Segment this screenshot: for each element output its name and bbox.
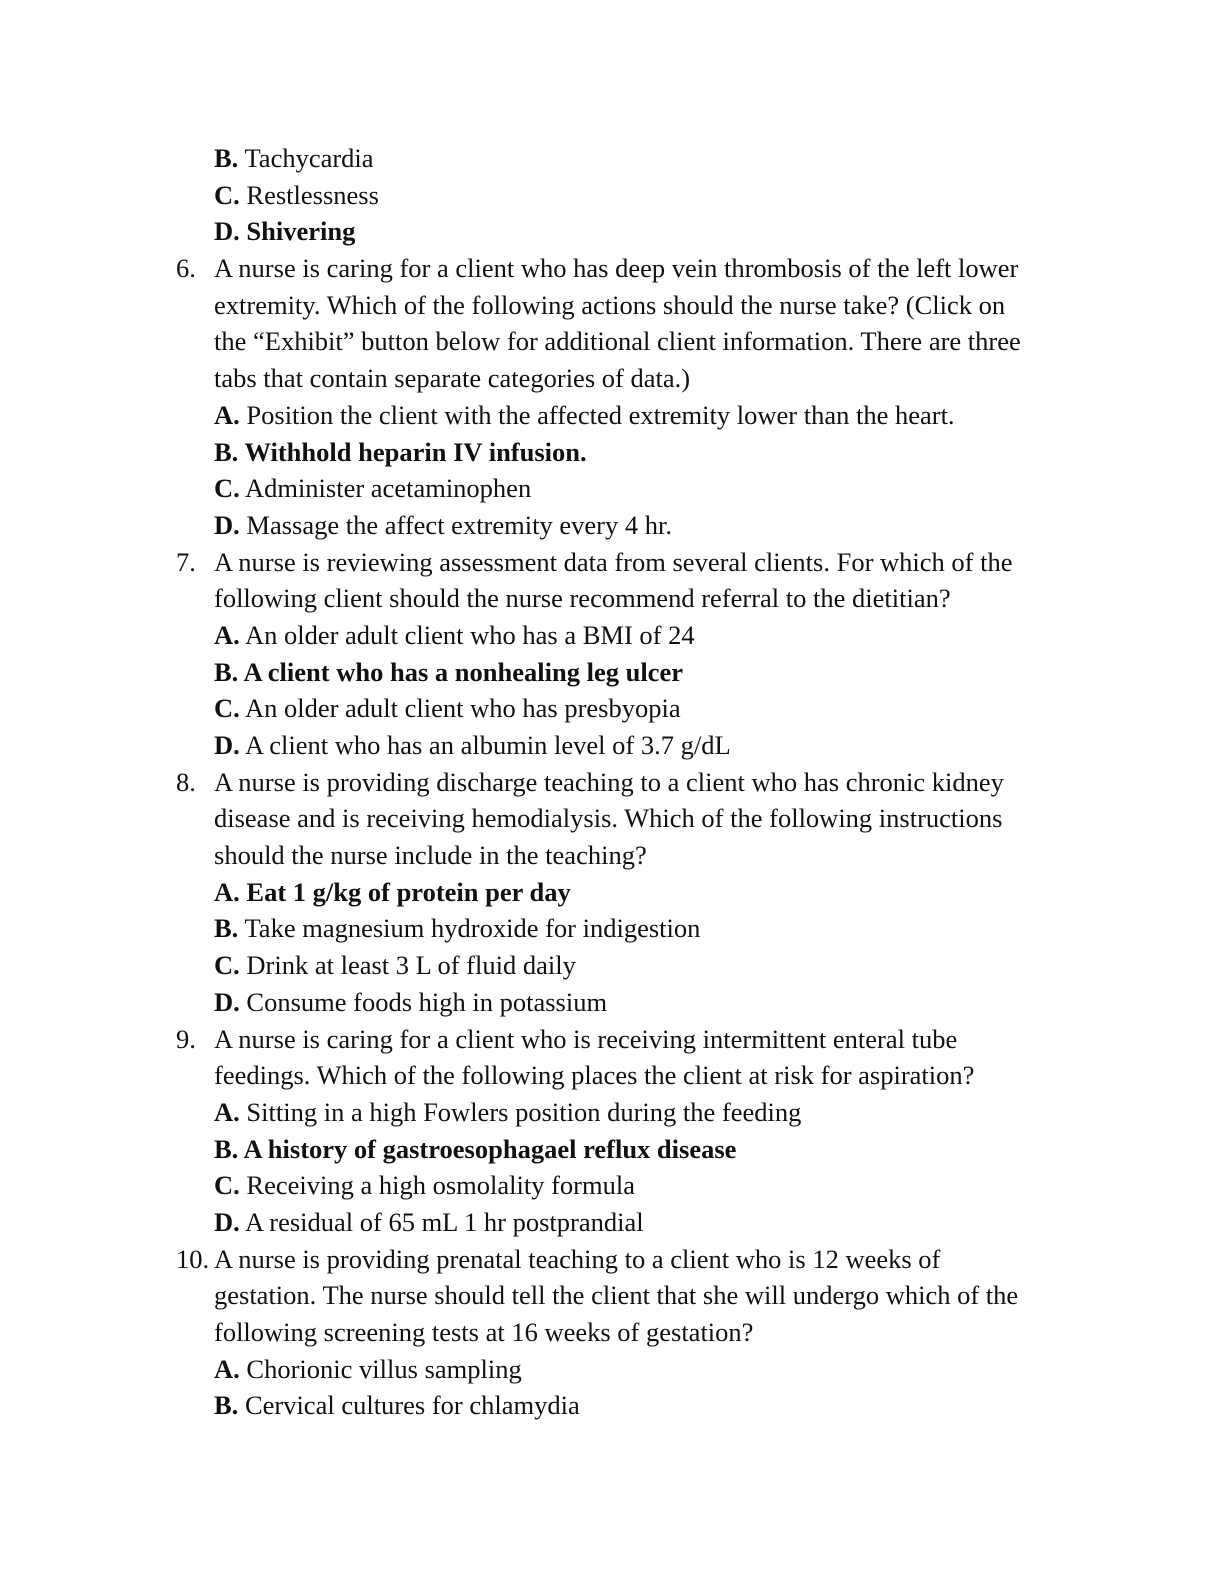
question-text: A nurse is caring for a client who has deep vein thrombosis of the left lower <box>214 253 1019 284</box>
question-text: A nurse is providing discharge teaching to a client who has chronic kidney <box>214 766 1004 797</box>
question-text: should the nurse include in the teaching? <box>214 840 647 871</box>
option-letter: D. <box>214 1206 240 1237</box>
answer-option <box>0 1131 1224 1168</box>
question-list <box>0 140 1224 1424</box>
answer-option <box>0 1387 1224 1424</box>
question-number: 10. <box>176 1243 210 1274</box>
option-letter: D. <box>214 509 240 540</box>
answer-option-content <box>214 1131 736 1168</box>
answer-option-content <box>214 397 955 434</box>
option-letter: D. <box>214 730 240 760</box>
option-text: Consume foods high in potassium <box>246 986 608 1017</box>
option-letter: C. <box>214 950 240 981</box>
answer-option-content <box>214 213 355 250</box>
option-letter: B. <box>214 1133 239 1164</box>
question-text: following screening tests at 16 weeks of gestation? <box>214 1317 754 1347</box>
question-number: 9. <box>176 1023 196 1054</box>
answer-option-content <box>214 507 672 544</box>
question-stem-line <box>0 1277 1224 1314</box>
answer-option-content <box>214 910 700 947</box>
question-stem-line <box>0 580 1224 617</box>
question-stem-line <box>0 1314 1224 1351</box>
question-stem-line <box>0 287 1224 324</box>
answer-option <box>0 690 1224 727</box>
question-text: feedings. Which of the following places the client at risk for aspiration? <box>214 1060 975 1091</box>
option-text: Shivering <box>246 216 356 247</box>
answer-option <box>0 1167 1224 1204</box>
option-text: Receiving a high osmolality formula <box>246 1170 635 1201</box>
answer-option-content <box>214 177 379 214</box>
answer-option <box>0 213 1224 250</box>
option-text: An older adult client who has presbyopia <box>244 693 681 724</box>
option-letter: C. <box>214 693 240 724</box>
option-text: Take magnesium hydroxide for indigestion <box>244 913 701 944</box>
option-text: Sitting in a high Fowlers position during the feeding <box>246 1096 802 1127</box>
question-stem-line <box>0 800 1224 837</box>
option-text: A residual of 65 mL 1 hr postprandial <box>244 1206 644 1237</box>
answer-option-content <box>214 1167 635 1204</box>
answer-option-content <box>214 470 531 507</box>
question-text: disease and is receiving hemodialysis. Which of the following instructions <box>214 803 1003 834</box>
answer-option <box>0 177 1224 214</box>
question-text: extremity. Which of the following actions should the nurse take? (Click on <box>214 289 1006 320</box>
answer-option-content <box>214 1387 580 1424</box>
answer-option <box>0 507 1224 544</box>
option-letter: B. <box>214 656 239 687</box>
answer-option <box>0 727 1224 764</box>
answer-option <box>0 434 1224 471</box>
option-text: Tachycardia <box>244 143 374 173</box>
option-text: Administer acetaminophen <box>244 473 532 504</box>
answer-option <box>0 1204 1224 1241</box>
question-text: the “Exhibit” button below for additional client information. There are three <box>214 326 1021 357</box>
question-number: 6. <box>176 253 196 284</box>
answer-option <box>0 470 1224 507</box>
option-letter: C. <box>214 1170 240 1201</box>
answer-option-content <box>214 727 731 764</box>
answer-option <box>0 617 1224 654</box>
answer-option <box>0 984 1224 1021</box>
question-stem-first-line <box>0 544 1224 581</box>
question-number: 8. <box>176 766 196 797</box>
answer-option-content <box>214 947 576 984</box>
answer-option-content <box>214 654 683 691</box>
answer-option <box>0 654 1224 691</box>
option-text: Drink at least 3 L of fluid daily <box>246 950 576 981</box>
question-stem-first-line <box>0 250 1224 287</box>
option-letter: C. <box>214 473 240 504</box>
question-stem-line <box>0 360 1224 397</box>
question-stem-line <box>0 1057 1224 1094</box>
option-letter: B. <box>214 143 239 173</box>
answer-option-content <box>214 1204 644 1241</box>
option-letter: B. <box>214 436 239 467</box>
option-letter: C. <box>214 179 240 210</box>
option-text: Withhold heparin IV infusion. <box>244 436 587 467</box>
option-letter: A. <box>214 876 240 907</box>
answer-option-content <box>214 434 587 471</box>
question-text: A nurse is providing prenatal teaching to a client who is 12 weeks of <box>214 1243 941 1274</box>
option-text: An older adult client who has a BMI of 24 <box>244 619 695 650</box>
answer-option <box>0 874 1224 911</box>
answer-option-content <box>214 140 374 177</box>
answer-option <box>0 397 1224 434</box>
answer-option-content <box>214 874 571 911</box>
option-text: Cervical cultures for chlamydia <box>244 1390 580 1421</box>
question-text: following client should the nurse recommend referral to the dietitian? <box>214 583 951 614</box>
option-text: Restlessness <box>246 179 379 210</box>
question-number: 7. <box>176 546 196 577</box>
answer-option <box>0 140 1224 177</box>
answer-option-content <box>214 984 607 1021</box>
option-letter: B. <box>214 913 239 944</box>
question-stem-line <box>0 837 1224 874</box>
option-letter: A. <box>214 1096 240 1127</box>
option-letter: D. <box>214 986 240 1017</box>
answer-option-content <box>214 1094 801 1131</box>
question-stem-first-line <box>0 1021 1224 1058</box>
answer-option-content <box>214 1351 522 1388</box>
answer-option <box>0 947 1224 984</box>
option-letter: D. <box>214 216 240 247</box>
option-text: A history of gastroesophagael reflux disease <box>243 1133 737 1164</box>
question-text: tabs that contain separate categories of data.) <box>214 363 691 394</box>
option-letter: A. <box>214 619 240 650</box>
question-text: A nurse is reviewing assessment data from several clients. For which of the <box>214 546 1013 577</box>
question-text: A nurse is caring for a client who is receiving intermittent enteral tube <box>214 1023 958 1054</box>
option-text: Chorionic villus sampling <box>246 1353 522 1384</box>
option-text: Eat 1 g/kg of protein per day <box>246 876 571 907</box>
question-text: gestation. The nurse should tell the client that she will undergo which of the <box>214 1280 1019 1311</box>
answer-option <box>0 1351 1224 1388</box>
option-text: Massage the affect extremity every 4 hr. <box>246 509 672 540</box>
answer-option-content <box>214 617 695 654</box>
answer-option-content <box>214 690 681 727</box>
option-letter: A. <box>214 399 240 430</box>
answer-option <box>0 1094 1224 1131</box>
option-text: Position the client with the affected extremity lower than the heart. <box>246 399 955 430</box>
option-text: A client who has a nonhealing leg ulcer <box>243 656 683 687</box>
question-stem-first-line <box>0 764 1224 801</box>
question-stem-first-line <box>0 1241 1224 1278</box>
answer-option <box>0 910 1224 947</box>
option-text: A client who has an albumin level of 3.7 g/dL <box>244 730 731 760</box>
question-stem-line <box>0 323 1224 360</box>
option-letter: A. <box>214 1353 240 1384</box>
option-letter: B. <box>214 1390 239 1421</box>
